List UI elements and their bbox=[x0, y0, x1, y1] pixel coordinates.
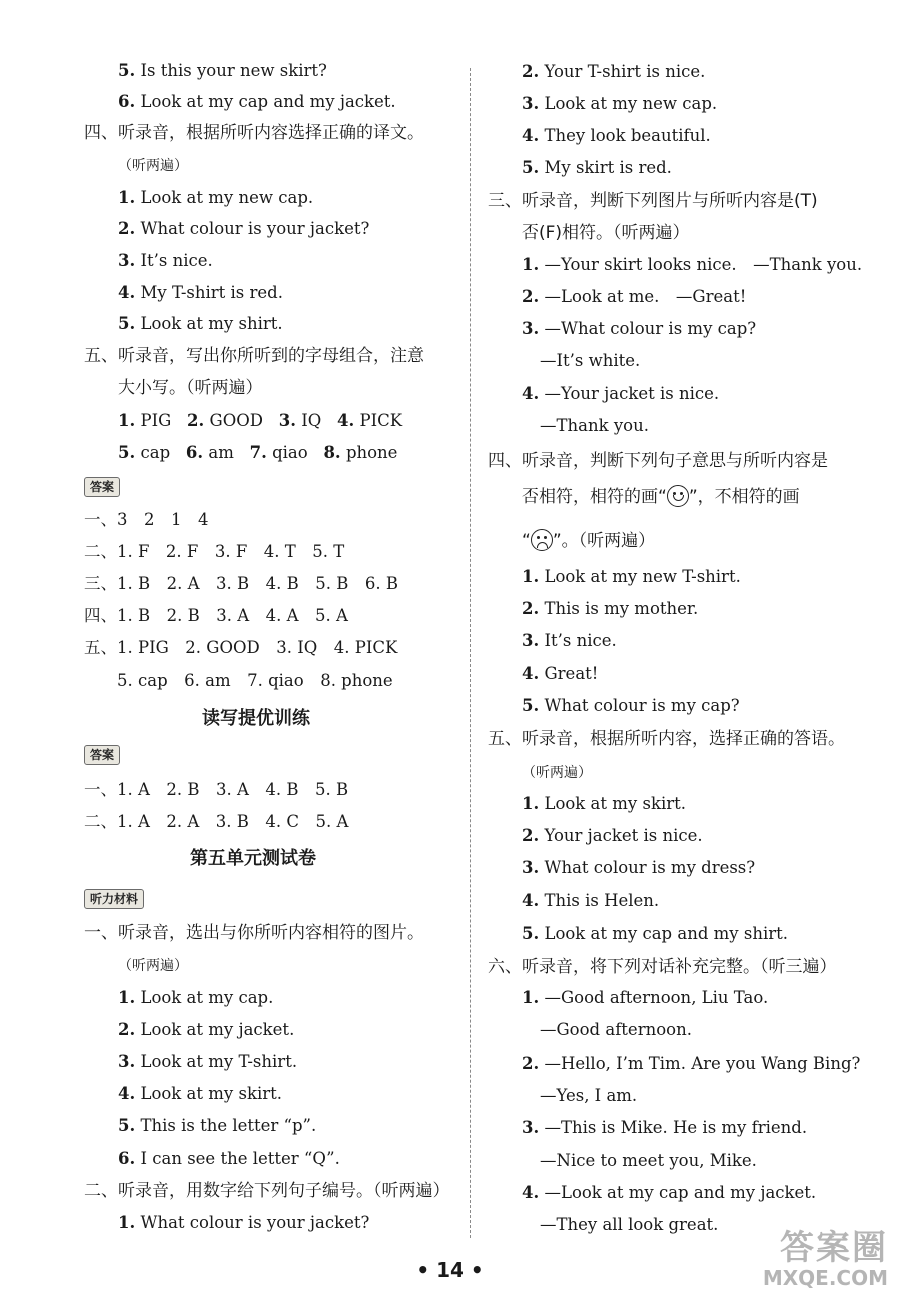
list-item: 4. They look beautiful. bbox=[522, 126, 711, 145]
list-item: 6. Look at my cap and my jacket. bbox=[118, 92, 396, 111]
list-item: —It’s white. bbox=[540, 351, 641, 370]
list-item: 3. —This is Mike. He is my friend. bbox=[522, 1118, 808, 1137]
answer-line: 一、3 2 1 4 bbox=[84, 510, 209, 529]
section-heading: 一、听录音，选出与你所听内容相符的图片。 bbox=[84, 923, 424, 943]
list-item: —They all look great. bbox=[540, 1215, 719, 1234]
list-item: 1. Look at my new T-shirt. bbox=[522, 567, 741, 586]
list-item: 2. Look at my jacket. bbox=[118, 1020, 295, 1039]
list-item: —Good afternoon. bbox=[540, 1020, 692, 1039]
answer-line: 二、1. A 2. A 3. B 4. C 5. A bbox=[84, 812, 349, 831]
section-heading: “ ”。（听两遍） bbox=[522, 531, 656, 551]
column-divider bbox=[470, 68, 471, 1238]
listening-material-tag: 听力材料 bbox=[84, 889, 144, 909]
sad-face-icon bbox=[531, 529, 553, 551]
smiley-face-icon bbox=[667, 485, 689, 507]
section-note: （听两遍） bbox=[118, 958, 188, 974]
list-item: —Yes, I am. bbox=[540, 1086, 638, 1105]
answer-tag: 答案 bbox=[84, 745, 120, 765]
list-item: 3. What colour is my dress? bbox=[522, 858, 756, 877]
list-item: 5. Look at my shirt. bbox=[118, 314, 283, 333]
list-item: 5. Look at my cap and my shirt. bbox=[522, 924, 788, 943]
list-item: 2. Your T-shirt is nice. bbox=[522, 62, 706, 81]
list-item: 1. —Good afternoon, Liu Tao. bbox=[522, 988, 769, 1007]
list-item: 3. It’s nice. bbox=[522, 631, 617, 650]
list-item: 2. What colour is your jacket? bbox=[118, 219, 370, 238]
list-item: 1. —Your skirt looks nice. —Thank you. bbox=[522, 255, 863, 274]
list-item: 5. This is the letter “p”. bbox=[118, 1116, 317, 1135]
section-heading: 四、听录音，判断下列句子意思与所听内容是 bbox=[488, 451, 828, 471]
section-heading: 五、听录音，写出你所听到的字母组合，注意 bbox=[84, 346, 424, 366]
list-item: 2. Your jacket is nice. bbox=[522, 826, 703, 845]
list-item: 2. —Look at me. —Great! bbox=[522, 287, 747, 306]
answer-line: 三、1. B 2. A 3. B 4. B 5. B 6. B bbox=[84, 574, 398, 593]
letter-row: 1. PIG 2. GOOD 3. IQ 4. PICK bbox=[118, 411, 403, 430]
list-item: 5. Is this your new skirt? bbox=[118, 61, 327, 80]
section-heading: 五、听录音，根据所听内容，选择正确的答语。 bbox=[488, 729, 845, 749]
section-heading: 六、听录音，将下列对话补充完整。（听三遍） bbox=[488, 957, 837, 977]
answer-line: 四、1. B 2. B 3. A 4. A 5. A bbox=[84, 606, 348, 625]
section-title: 读写提优训练 bbox=[202, 708, 310, 729]
unit-title: 第五单元测试卷 bbox=[190, 848, 316, 869]
list-item: 3. Look at my T-shirt. bbox=[118, 1052, 298, 1071]
list-item: 2. This is my mother. bbox=[522, 599, 699, 618]
section-heading: 二、听录音，用数字给下列句子编号。（听两遍） bbox=[84, 1181, 450, 1201]
list-item: 4. —Your jacket is nice. bbox=[522, 384, 720, 403]
section-heading: 大小写。（听两遍） bbox=[118, 378, 263, 398]
list-item: —Nice to meet you, Mike. bbox=[540, 1151, 757, 1170]
list-item: —Thank you. bbox=[540, 416, 649, 435]
section-heading: 否相符，相符的画“ ”，不相符的画 bbox=[522, 487, 800, 507]
list-item: 1. Look at my new cap. bbox=[118, 188, 314, 207]
list-item: 3. It’s nice. bbox=[118, 251, 213, 270]
answer-tag: 答案 bbox=[84, 477, 120, 497]
section-heading: 四、听录音，根据所听内容选择正确的译文。 bbox=[84, 123, 424, 143]
letter-row: 5. cap 6. am 7. qiao 8. phone bbox=[118, 443, 398, 462]
list-item: 4. This is Helen. bbox=[522, 891, 660, 910]
list-item: 3. —What colour is my cap? bbox=[522, 319, 757, 338]
list-item: 4. Look at my skirt. bbox=[118, 1084, 282, 1103]
list-item: 3. Look at my new cap. bbox=[522, 94, 718, 113]
list-item: 1. Look at my skirt. bbox=[522, 794, 686, 813]
section-heading: 三、听录音，判断下列图片与所听内容是(T) bbox=[488, 191, 818, 211]
page-number: • 14 • bbox=[416, 1258, 484, 1282]
section-note: （听两遍） bbox=[118, 158, 188, 174]
section-note: （听两遍） bbox=[522, 765, 592, 781]
answer-line: 一、1. A 2. B 3. A 4. B 5. B bbox=[84, 780, 349, 799]
list-item: 5. What colour is my cap? bbox=[522, 696, 740, 715]
answer-line: 五、1. PIG 2. GOOD 3. IQ 4. PICK bbox=[84, 638, 398, 657]
list-item: 5. My skirt is red. bbox=[522, 158, 672, 177]
list-item: 4. Great! bbox=[522, 664, 599, 683]
section-heading: 否(F)相符。（听两遍） bbox=[522, 223, 690, 243]
list-item: 4. My T-shirt is red. bbox=[118, 283, 283, 302]
answer-line: 5. cap 6. am 7. qiao 8. phone bbox=[84, 671, 393, 690]
list-item: 6. I can see the letter “Q”. bbox=[118, 1149, 340, 1168]
list-item: 1. What colour is your jacket? bbox=[118, 1213, 370, 1232]
answer-line: 二、1. F 2. F 3. F 4. T 5. T bbox=[84, 542, 345, 561]
list-item: 1. Look at my cap. bbox=[118, 988, 274, 1007]
list-item: 2. —Hello, I’m Tim. Are you Wang Bing? bbox=[522, 1054, 861, 1073]
watermark-logo: 答案圈 MXQE.COM bbox=[762, 1227, 888, 1290]
list-item: 4. —Look at my cap and my jacket. bbox=[522, 1183, 817, 1202]
